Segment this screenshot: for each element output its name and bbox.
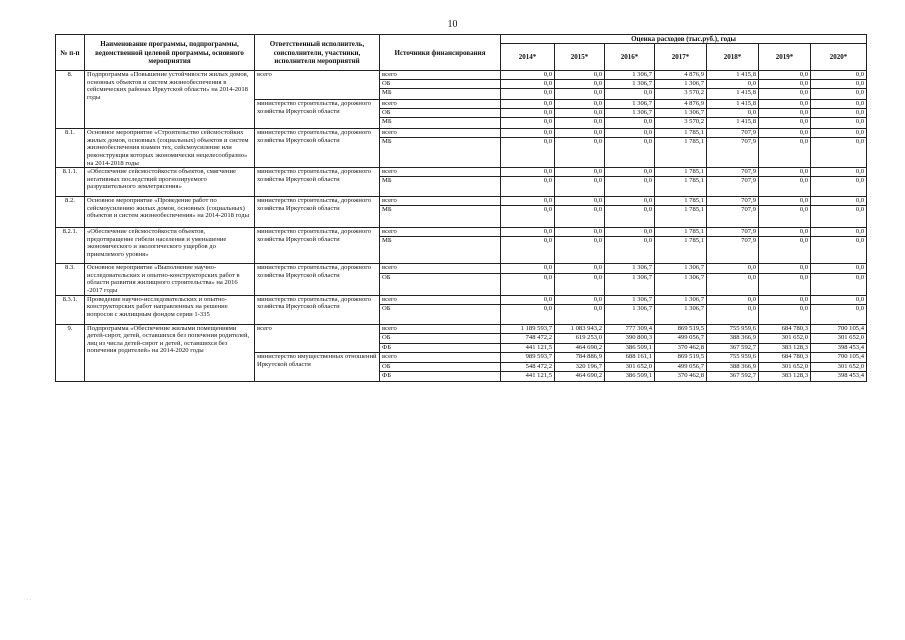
amount-cell: 0,0	[501, 228, 555, 237]
page-number: 10	[447, 19, 458, 30]
amount-cell: 0,0	[811, 264, 867, 274]
amount-cell: 1 306,7	[605, 295, 655, 304]
funding-source: ОБ	[380, 304, 501, 324]
amount-cell: 707,9	[707, 206, 759, 228]
header-year: 2015*	[555, 44, 605, 71]
amount-cell: 0,0	[555, 71, 605, 80]
amount-cell: 784 886,9	[555, 353, 605, 363]
amount-cell: 0,0	[811, 304, 867, 324]
amount-cell: 1 306,7	[605, 80, 655, 89]
amount-cell: 0,0	[759, 109, 811, 118]
row-number: 8.3.	[56, 264, 85, 295]
amount-cell: 1 415,8	[707, 100, 759, 109]
funding-source: всего	[380, 228, 501, 237]
amount-cell: 0,0	[555, 197, 605, 206]
row-number: 8.2.	[56, 197, 85, 228]
amount-cell: 0,0	[605, 168, 655, 177]
amount-cell: 1 306,7	[655, 264, 707, 274]
funding-source: всего	[380, 353, 501, 363]
amount-cell: 0,0	[707, 273, 759, 295]
amount-cell: 370 462,8	[655, 343, 707, 353]
header-year: 2018*	[707, 44, 759, 71]
program-name: Подпрограмма «Обеспечение жилыми помещениями детей-сирот, детей, оставшихся без попечения родителей, лиц из числа детей-сирот и детей, оставшихся без попечения родителей» на 2014-2020 годы	[85, 324, 255, 381]
amount-cell: 0,0	[501, 138, 555, 168]
amount-cell: 1 306,7	[605, 109, 655, 118]
funding-source: ОБ	[380, 334, 501, 344]
table-row	[56, 197, 867, 206]
amount-cell: 0,0	[759, 273, 811, 295]
amount-cell: 0,0	[707, 109, 759, 118]
amount-cell: 0,0	[501, 118, 555, 129]
amount-cell: 0,0	[555, 100, 605, 109]
header-estimate: Оценка расходов (тыс.руб.), годы	[501, 35, 867, 44]
amount-cell: 1 306,7	[655, 80, 707, 89]
executor-name: министерство имущественных отношений Иркутской области	[255, 353, 380, 382]
amount-cell: 370 462,8	[655, 372, 707, 382]
executor-name: всего	[255, 71, 380, 100]
table-row	[56, 228, 867, 237]
amount-cell: 1 306,7	[655, 295, 707, 304]
amount-cell: 707,9	[707, 138, 759, 168]
amount-cell: 707,9	[707, 177, 759, 197]
amount-cell: 707,9	[707, 197, 759, 206]
amount-cell: 1 306,7	[655, 304, 707, 324]
amount-cell: 0,0	[555, 129, 605, 138]
executor-name: министерство строительства, дорожного хозяйства Иркутской области	[255, 228, 380, 264]
row-number: 9.	[56, 324, 85, 381]
amount-cell: 0,0	[501, 168, 555, 177]
amount-cell: 398 453,4	[811, 372, 867, 382]
program-name: «Обеспечение сейсмостойкости объектов, смягчение негативных последствий прогнозируемого разрушительного землетрясения»	[85, 168, 255, 197]
amount-cell: 464 690,2	[555, 372, 605, 382]
amount-cell: 1 785,1	[655, 138, 707, 168]
amount-cell: 0,0	[811, 295, 867, 304]
amount-cell: 0,0	[605, 237, 655, 264]
header-year: 2020*	[811, 44, 867, 71]
funding-source: всего	[380, 264, 501, 274]
amount-cell: 383 128,3	[759, 372, 811, 382]
amount-cell: 0,0	[707, 80, 759, 89]
funding-source: МБ	[380, 138, 501, 168]
row-number: 8.2.1.	[56, 228, 85, 264]
funding-source: МБ	[380, 89, 501, 100]
amount-cell: 4 876,9	[655, 71, 707, 80]
amount-cell: 869 519,5	[655, 353, 707, 363]
amount-cell: 0,0	[501, 129, 555, 138]
amount-cell: 0,0	[759, 71, 811, 80]
amount-cell: 0,0	[555, 89, 605, 100]
amount-cell: 0,0	[759, 295, 811, 304]
executor-name: всего	[255, 324, 380, 353]
amount-cell: 390 800,3	[605, 334, 655, 344]
amount-cell: 0,0	[707, 295, 759, 304]
amount-cell: 0,0	[501, 177, 555, 197]
header-year: 2014*	[501, 44, 555, 71]
amount-cell: 707,9	[707, 168, 759, 177]
amount-cell: 1 785,1	[655, 129, 707, 138]
amount-cell: 386 509,1	[605, 343, 655, 353]
executor-name: министерство строительства, дорожного хозяйства Иркутской области	[255, 129, 380, 168]
amount-cell: 441 121,5	[501, 343, 555, 353]
program-name: Основное мероприятие «Выполнение научно-исследовательских и опытно-конструкторских работ в области развития жилищного строительства» на 2016 -2017 годы	[85, 264, 255, 295]
amount-cell: 755 959,6	[707, 324, 759, 334]
amount-cell: 0,0	[759, 197, 811, 206]
amount-cell: 0,0	[501, 237, 555, 264]
amount-cell: 388 366,9	[707, 362, 759, 372]
header-source: Источники финансирования	[380, 35, 501, 71]
amount-cell: 0,0	[707, 264, 759, 274]
amount-cell: 0,0	[605, 138, 655, 168]
table-row	[56, 129, 867, 138]
amount-cell: 1 306,7	[605, 304, 655, 324]
amount-cell: 619 253,0	[555, 334, 605, 344]
amount-cell: 1 415,8	[707, 71, 759, 80]
amount-cell: 0,0	[555, 109, 605, 118]
amount-cell: 869 519,5	[655, 324, 707, 334]
amount-cell: 367 592,7	[707, 343, 759, 353]
amount-cell: 1 083 943,2	[555, 324, 605, 334]
amount-cell: 1 415,8	[707, 89, 759, 100]
scan-speck: . .	[27, 596, 32, 602]
amount-cell: 0,0	[605, 177, 655, 197]
funding-source: ОБ	[380, 362, 501, 372]
funding-source: МБ	[380, 118, 501, 129]
amount-cell: 0,0	[501, 304, 555, 324]
table-body	[56, 71, 867, 381]
funding-source: всего	[380, 71, 501, 80]
amount-cell: 0,0	[811, 100, 867, 109]
amount-cell: 989 593,7	[501, 353, 555, 363]
amount-cell: 388 366,9	[707, 334, 759, 344]
funding-source: всего	[380, 324, 501, 334]
amount-cell: 0,0	[501, 206, 555, 228]
amount-cell: 0,0	[501, 273, 555, 295]
amount-cell: 0,0	[759, 89, 811, 100]
amount-cell: 1 306,7	[655, 109, 707, 118]
amount-cell: 0,0	[501, 71, 555, 80]
amount-cell: 0,0	[555, 273, 605, 295]
amount-cell: 0,0	[811, 168, 867, 177]
amount-cell: 464 690,2	[555, 343, 605, 353]
amount-cell: 1 785,1	[655, 197, 707, 206]
amount-cell: 441 121,5	[501, 372, 555, 382]
header-year: 2019*	[759, 44, 811, 71]
amount-cell: 748 472,2	[501, 334, 555, 344]
amount-cell: 1 306,7	[605, 71, 655, 80]
table-row	[56, 168, 867, 177]
amount-cell: 367 592,7	[707, 372, 759, 382]
amount-cell: 0,0	[759, 129, 811, 138]
header-year: 2016*	[605, 44, 655, 71]
executor-name: министерство строительства, дорожного хозяйства Иркутской области	[255, 295, 380, 324]
amount-cell: 0,0	[811, 129, 867, 138]
amount-cell: 1 306,7	[655, 273, 707, 295]
amount-cell: 548 472,2	[501, 362, 555, 372]
amount-cell: 0,0	[811, 228, 867, 237]
amount-cell: 0,0	[605, 206, 655, 228]
amount-cell: 0,0	[605, 118, 655, 129]
amount-cell: 1 306,7	[605, 273, 655, 295]
amount-cell: 301 652,0	[811, 362, 867, 372]
amount-cell: 0,0	[605, 89, 655, 100]
amount-cell: 499 056,7	[655, 362, 707, 372]
amount-cell: 0,0	[555, 138, 605, 168]
amount-cell: 0,0	[759, 100, 811, 109]
amount-cell: 0,0	[605, 129, 655, 138]
amount-cell: 1 785,1	[655, 168, 707, 177]
amount-cell: 0,0	[759, 237, 811, 264]
amount-cell: 0,0	[555, 168, 605, 177]
amount-cell: 0,0	[759, 80, 811, 89]
amount-cell: 0,0	[555, 295, 605, 304]
executor-name: министерство строительства, дорожного хозяйства Иркутской области	[255, 168, 380, 197]
amount-cell: 398 453,4	[811, 343, 867, 353]
amount-cell: 700 105,4	[811, 324, 867, 334]
amount-cell: 0,0	[555, 206, 605, 228]
amount-cell: 0,0	[605, 197, 655, 206]
amount-cell: 386 509,1	[605, 372, 655, 382]
amount-cell: 684 780,3	[759, 324, 811, 334]
table-row	[56, 295, 867, 304]
amount-cell: 0,0	[555, 80, 605, 89]
header-num: № п-п	[56, 35, 85, 71]
amount-cell: 3 570,2	[655, 118, 707, 129]
header-name: Наименование программы, подпрограммы, ведомственной целевой программы, основного мероприятия	[85, 35, 255, 71]
row-number: 8.1.1.	[56, 168, 85, 197]
amount-cell: 0,0	[605, 228, 655, 237]
program-name: Основное мероприятие «Проведение работ по сейсмоусилению жилых домов, основных (социальных) объектов и систем жизнеобеспечения» на 2014-2018 годы	[85, 197, 255, 228]
amount-cell: 0,0	[555, 228, 605, 237]
header-executor: Ответственный исполнитель, соисполнители, участники, исполнители мероприятий	[255, 35, 380, 71]
funding-source: ОБ	[380, 109, 501, 118]
funding-source: ФБ	[380, 343, 501, 353]
executor-name: министерство строительства, дорожного хозяйства Иркутской области	[255, 197, 380, 228]
amount-cell: 0,0	[501, 80, 555, 89]
amount-cell: 0,0	[555, 118, 605, 129]
executor-name: министерство строительства, дорожного хозяйства Иркутской области	[255, 264, 380, 295]
funding-source: ОБ	[380, 80, 501, 89]
amount-cell: 0,0	[811, 273, 867, 295]
amount-cell: 0,0	[501, 264, 555, 274]
row-number: 8.3.1.	[56, 295, 85, 324]
amount-cell: 1 785,1	[655, 228, 707, 237]
table-row	[56, 264, 867, 274]
amount-cell: 707,9	[707, 237, 759, 264]
funding-source: всего	[380, 197, 501, 206]
program-name: Основное мероприятие «Строительство сейсмостойких жилых домов, основных (социальных) объектов и систем жизнеобеспечения взамен тех, сейсмоусиление или реконструкция которых экономически нецелесообразно» на 2014-2018 годы	[85, 129, 255, 168]
amount-cell: 0,0	[759, 304, 811, 324]
amount-cell: 1 785,1	[655, 177, 707, 197]
amount-cell: 0,0	[811, 237, 867, 264]
amount-cell: 0,0	[501, 109, 555, 118]
amount-cell: 0,0	[811, 197, 867, 206]
expenditure-table	[55, 34, 867, 382]
funding-source: МБ	[380, 177, 501, 197]
amount-cell: 0,0	[555, 264, 605, 274]
amount-cell: 0,0	[759, 264, 811, 274]
amount-cell: 0,0	[811, 118, 867, 129]
amount-cell: 0,0	[811, 177, 867, 197]
amount-cell: 707,9	[707, 228, 759, 237]
amount-cell: 301 652,0	[811, 334, 867, 344]
amount-cell: 0,0	[501, 89, 555, 100]
amount-cell: 3 570,2	[655, 89, 707, 100]
amount-cell: 1 306,7	[605, 100, 655, 109]
header-year: 2017*	[655, 44, 707, 71]
funding-source: ОБ	[380, 273, 501, 295]
amount-cell: 1 415,8	[707, 118, 759, 129]
executor-name: министерство строительства, дорожного хозяйства Иркутской области	[255, 100, 380, 129]
amount-cell: 499 056,7	[655, 334, 707, 344]
table-row	[56, 324, 867, 334]
amount-cell: 0,0	[811, 206, 867, 228]
amount-cell: 755 959,6	[707, 353, 759, 363]
amount-cell: 1 306,7	[605, 264, 655, 274]
amount-cell: 0,0	[501, 295, 555, 304]
program-name: Проведение научно-исследовательских и опытно-конструкторских работ направленных на решение вопросов с жилищным фондом серии 1-335	[85, 295, 255, 324]
amount-cell: 0,0	[759, 138, 811, 168]
amount-cell: 4 876,9	[655, 100, 707, 109]
program-name: Подпрограмма «Повышение устойчивости жилых домов, основных объектов и систем жизнеобеспечения в сейсмических районах Иркутской области» на 2014-2018 годы	[85, 71, 255, 129]
funding-source: всего	[380, 295, 501, 304]
amount-cell: 0,0	[501, 197, 555, 206]
funding-source: МБ	[380, 237, 501, 264]
amount-cell: 0,0	[811, 80, 867, 89]
amount-cell: 0,0	[555, 177, 605, 197]
amount-cell: 320 196,7	[555, 362, 605, 372]
amount-cell: 0,0	[555, 304, 605, 324]
amount-cell: 383 128,3	[759, 343, 811, 353]
row-number: 8.1.	[56, 129, 85, 168]
amount-cell: 0,0	[811, 109, 867, 118]
table-row	[56, 71, 867, 80]
amount-cell: 700 105,4	[811, 353, 867, 363]
funding-source: МБ	[380, 206, 501, 228]
amount-cell: 1 785,1	[655, 206, 707, 228]
amount-cell: 301 652,0	[605, 362, 655, 372]
row-number: 8.	[56, 71, 85, 129]
amount-cell: 0,0	[811, 138, 867, 168]
amount-cell: 684 780,3	[759, 353, 811, 363]
amount-cell: 0,0	[759, 228, 811, 237]
amount-cell: 777 309,4	[605, 324, 655, 334]
funding-source: всего	[380, 129, 501, 138]
program-name: «Обеспечение сейсмостойкости объектов, предотвращение гибели населения и уменьшение экономического и экологического ущербов до приемлемого уровня»	[85, 228, 255, 264]
funding-source: ФБ	[380, 372, 501, 382]
funding-source: всего	[380, 100, 501, 109]
amount-cell: 0,0	[811, 89, 867, 100]
amount-cell: 688 161,1	[605, 353, 655, 363]
amount-cell: 0,0	[759, 118, 811, 129]
amount-cell: 301 652,0	[759, 362, 811, 372]
amount-cell: 0,0	[759, 177, 811, 197]
amount-cell: 1 189 593,7	[501, 324, 555, 334]
amount-cell: 0,0	[707, 304, 759, 324]
amount-cell: 0,0	[759, 168, 811, 177]
amount-cell: 301 652,0	[759, 334, 811, 344]
amount-cell: 0,0	[555, 237, 605, 264]
amount-cell: 707,9	[707, 129, 759, 138]
amount-cell: 0,0	[759, 206, 811, 228]
amount-cell: 0,0	[501, 100, 555, 109]
funding-source: всего	[380, 168, 501, 177]
amount-cell: 0,0	[811, 71, 867, 80]
amount-cell: 1 785,1	[655, 237, 707, 264]
